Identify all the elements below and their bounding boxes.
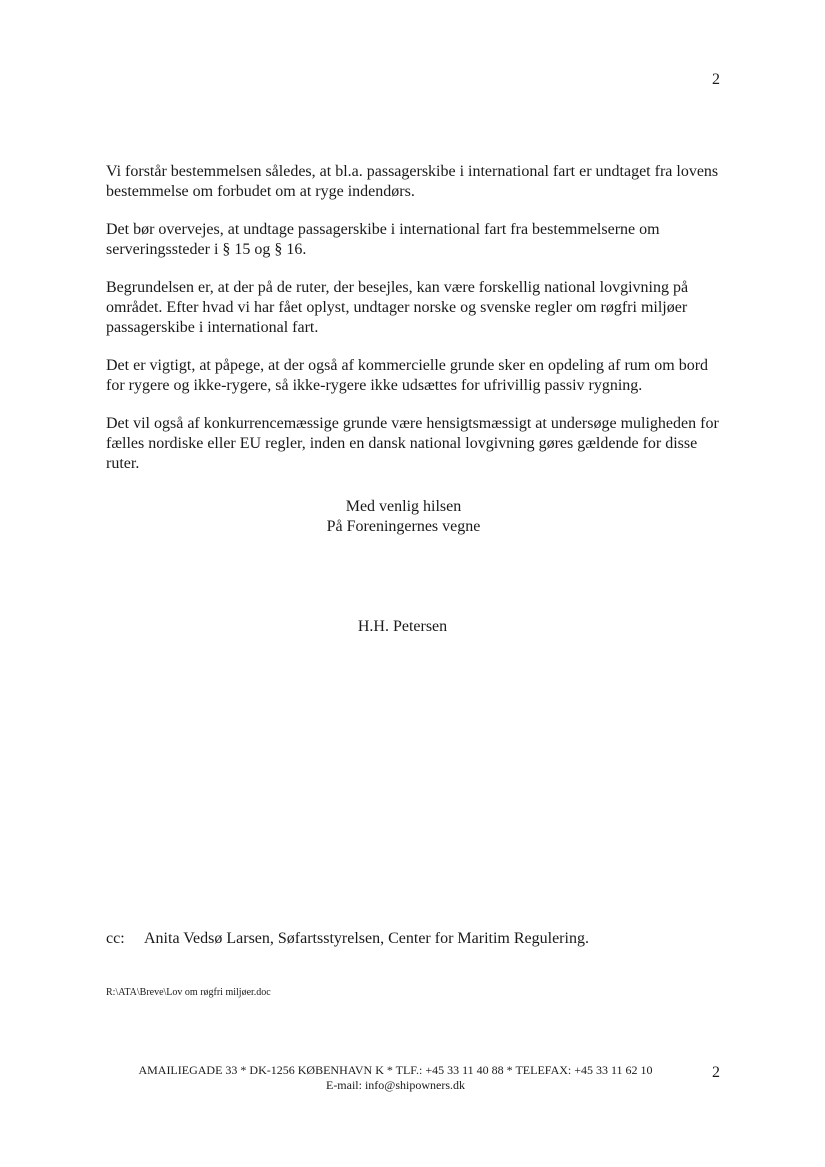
paragraph-5: Det vil også af konkurrencemæssige grunde være hensigtsmæssigt at undersøge muligheden for fælles nordiske eller EU regler, inden en dansk national lovgivning gøres gældende for disse ruter. <box>106 415 719 472</box>
signature-name: H.H. Petersen <box>357 618 448 635</box>
cc-recipient: Anita Vedsø Larsen, Søfartsstyrelsen, Center for Maritim Regulering. <box>144 930 589 947</box>
paragraph-3: Begrundelsen er, at der på de ruter, der besejles, kan være forskellig national lovgivning på området. Efter hvad vi har fået oplyst, undtager norske og svenske regler om røgfri miljøer passagerskibe i international fart. <box>106 279 689 336</box>
footer-email: E-mail: info@shipowners.dk <box>325 1078 466 1092</box>
closing-on-behalf: På Foreningernes vegne <box>326 518 481 535</box>
cc-line <box>106 929 726 949</box>
page-number-bottom: 2 <box>712 1064 720 1081</box>
footer-address: AMAILIEGADE 33 * DK-1256 KØBENHAVN K * TLF.: +45 33 11 40 88 * TELEFAX: +45 33 11 62 10 <box>138 1063 653 1077</box>
page-number-top: 2 <box>712 71 720 88</box>
cc-label: cc: <box>106 930 125 947</box>
closing-block <box>0 497 825 537</box>
closing-greeting: Med venlig hilsen <box>345 498 462 515</box>
file-reference: R:\ATA\Breve\Lov om røgfri miljøer.doc <box>106 987 271 998</box>
paragraph-1: Vi forstår bestemmelsen således, at bl.a. passagerskibe i international fart er undtaget fra lovens bestemmelse om forbudet om at ryge indendørs. <box>106 163 719 200</box>
letter-body <box>106 162 726 492</box>
paragraph-4: Det er vigtigt, at påpege, at der også af kommercielle grunde sker en opdeling af rum om bord for rygere og ikke-rygere, så ikke-rygere ikke udsættes for ufrivillig passiv rygning. <box>106 357 709 394</box>
paragraph-2: Det bør overvejes, at undtage passagerskibe i international fart fra bestemmelserne om serveringssteder i § 15 og § 16. <box>106 221 660 258</box>
signature-block <box>0 617 825 637</box>
